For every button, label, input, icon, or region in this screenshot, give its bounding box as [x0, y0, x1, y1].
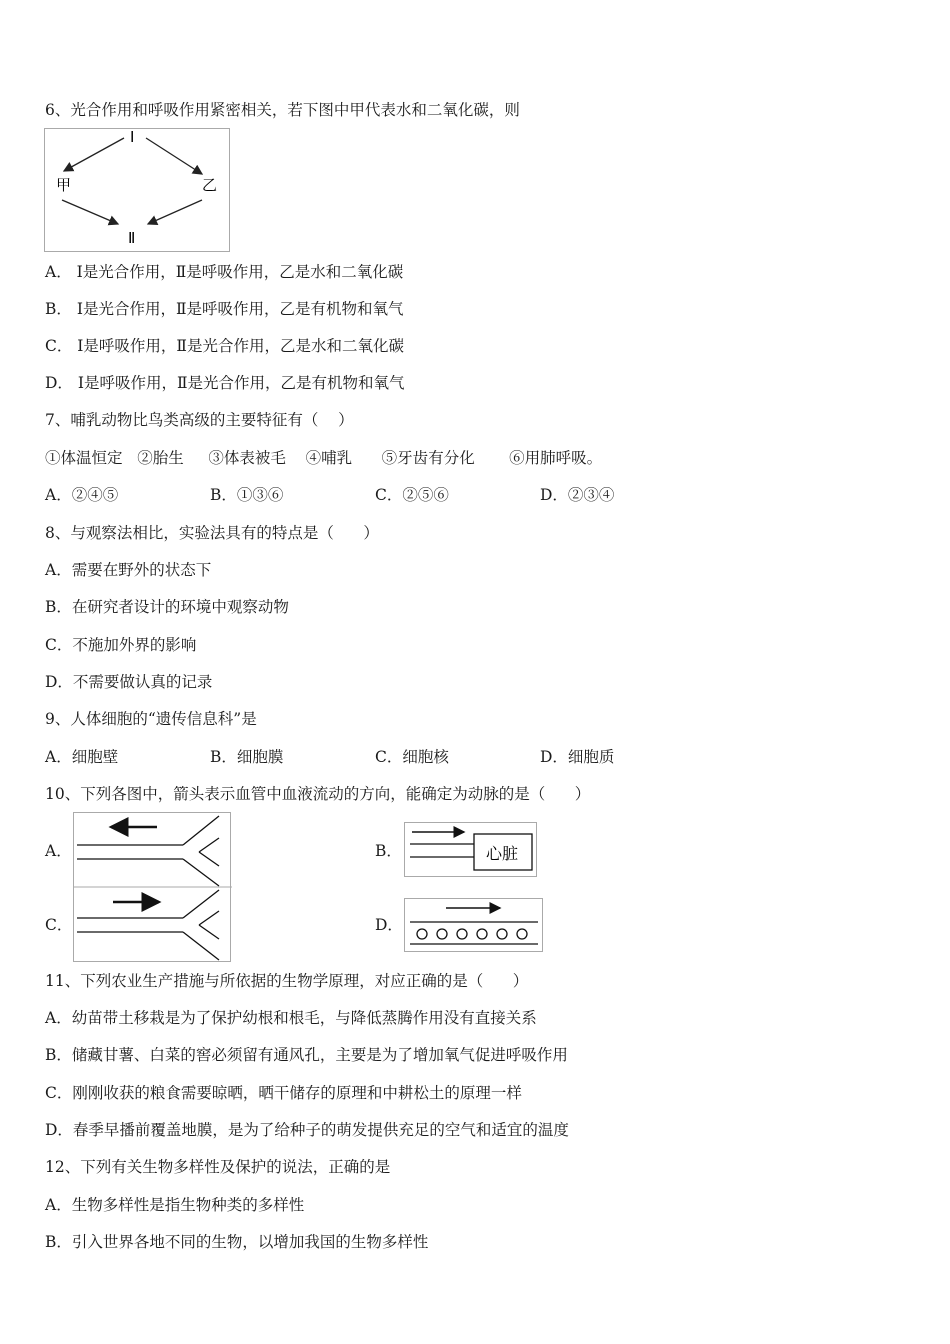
- q10-label-a[interactable]: A．: [45, 842, 72, 860]
- q6-label-top: Ⅰ: [130, 128, 135, 146]
- q9-option-d[interactable]: D．细胞质: [540, 748, 615, 766]
- q10-label-c[interactable]: C．: [45, 916, 73, 934]
- q10-figure-d: [404, 898, 543, 952]
- q12-option-a[interactable]: A．生物多样性是指生物种类的多样性: [45, 1196, 305, 1214]
- q8-option-a[interactable]: A．需要在野外的状态下: [45, 561, 212, 579]
- q9-option-b[interactable]: B．细胞膜: [210, 748, 284, 766]
- q8-option-b[interactable]: B．在研究者设计的环境中观察动物: [45, 598, 289, 616]
- q9-option-a[interactable]: A．细胞壁: [45, 748, 119, 766]
- q11-option-a[interactable]: A．幼苗带土移栽是为了保护幼根和根毛，与降低蒸腾作用没有直接关系: [45, 1009, 537, 1027]
- q11-option-d[interactable]: D．春季早播前覆盖地膜，是为了给种子的萌发提供充足的空气和适宜的温度: [45, 1121, 569, 1139]
- q6-cycle-diagram: [44, 128, 230, 252]
- q7-items: ①体温恒定 ②胎生 ③体表被毛 ④哺乳 ⑤牙齿有分化 ⑥用肺呼吸。: [45, 449, 603, 467]
- q9-stem: 9、人体细胞的“遗传信息科”是: [45, 710, 257, 728]
- q6-option-c[interactable]: C． Ⅰ是呼吸作用，Ⅱ是光合作用，乙是水和二氧化碳: [45, 337, 404, 355]
- q6-label-left: 甲: [56, 176, 72, 194]
- q7-option-c[interactable]: C．②⑤⑥: [375, 486, 449, 504]
- q6-option-a[interactable]: A． Ⅰ是光合作用，Ⅱ是呼吸作用，乙是水和二氧化碳: [45, 263, 404, 281]
- q7-option-a[interactable]: A．②④⑤: [45, 486, 119, 504]
- q10-stem: 10、下列各图中，箭头表示血管中血液流动的方向，能确定为动脉的是（ ）: [45, 785, 591, 803]
- q12-option-b[interactable]: B．引入世界各地不同的生物，以增加我国的生物多样性: [45, 1233, 429, 1251]
- q7-stem: 7、哺乳动物比鸟类高级的主要特征有（ ）: [45, 411, 354, 429]
- q11-option-b[interactable]: B．储藏甘薯、白菜的窖必须留有通风孔，主要是为了增加氧气促进呼吸作用: [45, 1046, 568, 1064]
- q7-option-d[interactable]: D．②③④: [540, 486, 615, 504]
- q8-stem: 8、与观察法相比，实验法具有的特点是（ ）: [45, 524, 379, 542]
- q7-option-b[interactable]: B．①③⑥: [210, 486, 284, 504]
- q10-label-d[interactable]: D．: [375, 916, 403, 934]
- q6-stem: 6、光合作用和呼吸作用紧密相关，若下图中甲代表水和二氧化碳，则: [45, 101, 520, 119]
- q10-figures-ac: [73, 812, 232, 962]
- q6-option-b[interactable]: B． Ⅰ是光合作用，Ⅱ是呼吸作用，乙是有机物和氧气: [45, 300, 404, 318]
- q6-label-right: 乙: [202, 176, 218, 194]
- q10-heart-label: 心脏: [486, 844, 519, 863]
- q11-stem: 11、下列农业生产措施与所依据的生物学原理，对应正确的是（ ）: [45, 972, 529, 990]
- q10-label-b[interactable]: B．: [375, 842, 402, 860]
- q8-option-c[interactable]: C．不施加外界的影响: [45, 636, 197, 654]
- q6-option-d[interactable]: D． Ⅰ是呼吸作用，Ⅱ是光合作用，乙是有机物和氧气: [45, 374, 405, 392]
- q8-option-d[interactable]: D．不需要做认真的记录: [45, 673, 213, 691]
- q10-figure-b: [404, 822, 537, 877]
- q9-option-c[interactable]: C．细胞核: [375, 748, 449, 766]
- q11-option-c[interactable]: C．刚刚收获的粮食需要晾晒，晒干储存的原理和中耕松土的原理一样: [45, 1084, 522, 1102]
- q6-label-bottom: Ⅱ: [128, 229, 136, 247]
- q12-stem: 12、下列有关生物多样性及保护的说法，正确的是: [45, 1158, 391, 1176]
